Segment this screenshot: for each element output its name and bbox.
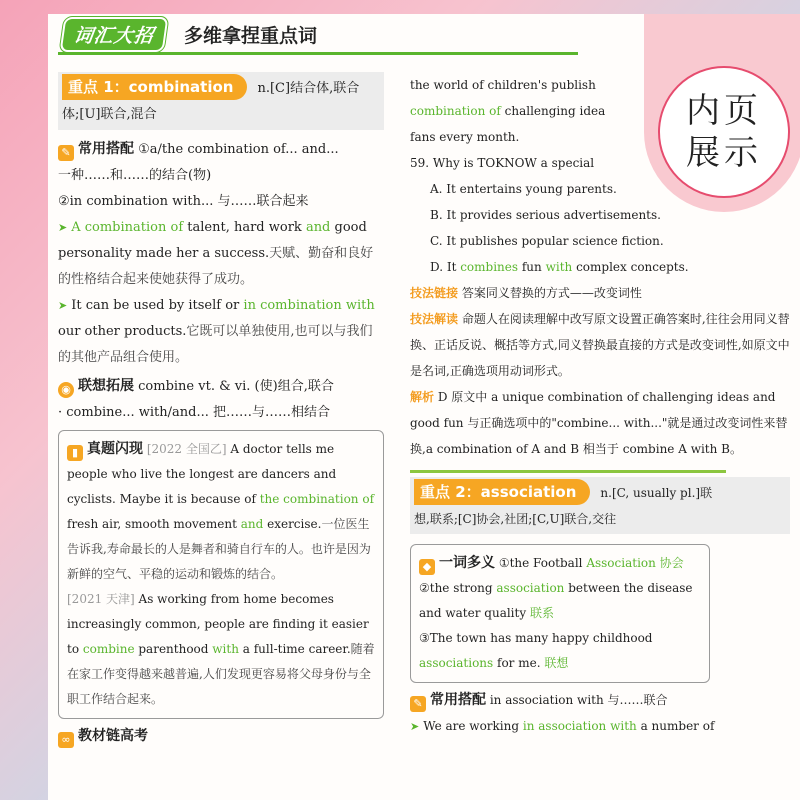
exam-source-1: [2022 全国乙]	[146, 442, 227, 456]
passage-line-2: combination of challenging idea	[410, 104, 606, 118]
polysemy-label: 一词多义	[439, 555, 495, 571]
question: 59. Why is TOKNOW a special	[410, 156, 595, 170]
cube-icon: ◆	[419, 559, 435, 575]
example-3: ➤ We are working in association with a number of	[410, 719, 715, 733]
stamp-line-2: 展示	[686, 133, 762, 173]
header-badge: 词汇大招	[60, 17, 169, 52]
keyword-1-box	[58, 72, 384, 130]
option-d: D. It combines fun with complex concepts.	[430, 260, 689, 274]
keyword-1-tag: 重点 1：combination	[62, 74, 247, 100]
collocation-label: 常用搭配	[78, 141, 134, 157]
collocation-2-label: 常用搭配	[430, 692, 486, 708]
header	[62, 18, 602, 50]
link-icon: ∞	[58, 732, 74, 748]
exam-source-2: [2021 天津]	[67, 592, 135, 606]
preview-stamp	[644, 14, 800, 212]
stamp-line-1: 内页	[686, 91, 762, 131]
header-divider	[58, 52, 578, 55]
right-column: the world of children's publish combination of challenging idea fans every month. 59. Why is TOKNOW a special A. It entertains young parents. B. It provides serious advertisements. C. It publishes popular science fiction. D. It combines fun with complex concepts. 技法链接 答案同义替换的方式——改变词性 技法解读 命题人在阅读理解中改写原文设置正确答案时,往往会用同义替换、正话反说、概括等方式,同义替换最直接的方式是改变词性,如原文中是名词,正确选项用动词形式。 解析 D 原文中 a unique combination of challenging ideas and good fun 与正确选项中的"combine... with..."就是通过改变词性来替换,a combination of A and B 相当于 combine A with B。 重点 2：association n.[C, usually pl.]联 想,联系;[C]协会,社团;[C,U]联合,交往 ◆ 一词多义 ①the Football Association 协会 ②the strong association between the disease and water quality 联系 ③The town has many happy childhood associations for me. 联想 ✎ 常用搭配 in association with 与……联合 ➤ We are working in association with a number of	[410, 72, 790, 740]
stamp-circle	[658, 66, 790, 198]
keyword-1-def: n.[C]结合体,联合	[257, 81, 360, 96]
technique-explain: 技法解读 命题人在阅读理解中改写原文设置正确答案时,往往会用同义替换、正话反说、概括等方式,同义替换最直接的方式是改变词性,如原文中是名词,正确选项用动词形式。	[410, 312, 790, 378]
association-2: · combine... with/and... 把……与……相结合	[58, 405, 331, 420]
keyword-1-def-cont: 体;[U]联合,混合	[62, 107, 157, 122]
exam-box: ▮ 真题闪现 [2022 全国乙] A doctor tells me people who live the longest are dancers and cyclists. Maybe it is because of the combination of fresh air, smooth movement and exercise.一位医生告诉我,寿命最长的人是舞者和骑自行车的人。也许是因为新鲜的空气、平稳的运动和锻炼的结合。 [2021 天津] As working from home becomes increasingly common, people are finding it easier to combine parenthood with a full-time career.随着在家工作变得越来越普遍,人们发现更容易将父母身份与全职工作结合起来。	[58, 430, 384, 719]
collocation-1b: 一种……和……的结合(物)	[58, 168, 212, 183]
left-column	[58, 72, 384, 750]
header-title: 多维拿捏重点词	[184, 24, 318, 47]
option-a: A. It entertains young parents.	[430, 182, 617, 196]
technique-link: 技法链接 答案同义替换的方式——改变词性	[410, 286, 642, 300]
arrow-icon: ➤	[58, 221, 68, 234]
collocation-2: ②in combination with... 与……联合起来	[58, 194, 309, 209]
lightbulb-icon: ◉	[58, 382, 74, 398]
analysis: 解析 D 原文中 a unique combination of challenging ideas and good fun 与正确选项中的"combine... with..."就是通过改变词性来替换,a combination of A and B 相当于 combine A with B。	[410, 390, 788, 456]
pencil-icon: ✎	[410, 696, 426, 712]
arrow-icon: ➤	[58, 299, 68, 312]
pencil-icon: ✎	[58, 145, 74, 161]
association-label: 联想拓展	[78, 378, 134, 394]
polysemy-box: ◆ 一词多义 ①the Football Association 协会 ②the strong association between the disease and water quality 联系 ③The town has many happy childhood associations for me. 联想	[410, 544, 710, 683]
passage-line-3: fans every month.	[410, 130, 520, 144]
option-b: B. It provides serious advertisements.	[430, 208, 661, 222]
section-divider	[410, 470, 726, 473]
passage-line-1: the world of children's publish	[410, 78, 596, 92]
example-1: ➤ A combination of talent, hard work and good personality made her a success.天赋、勤奋和良好的性格结合起来使她获得了成功。	[58, 220, 374, 287]
page	[48, 14, 800, 800]
association-1: combine vt. & vi. (使)组合,联合	[138, 379, 334, 394]
textbook-label: 教材链高考	[78, 728, 148, 744]
collocation-1a: ①a/the combination of... and...	[138, 142, 339, 157]
example-2: ➤ It can be used by itself or in combination with our other products.它既可以单独使用,也可以与我们的其他产品组合使用。	[58, 298, 375, 365]
keyword-2-box: 重点 2：association n.[C, usually pl.]联 想,联系;[C]协会,社团;[C,U]联合,交往	[410, 477, 790, 534]
keyword-2-tag: 重点 2：association	[414, 479, 590, 505]
option-c: C. It publishes popular science fiction.	[430, 234, 664, 248]
book-icon: ▮	[67, 445, 83, 461]
arrow-icon: ➤	[410, 720, 420, 733]
exam-label: 真题闪现	[87, 441, 143, 457]
